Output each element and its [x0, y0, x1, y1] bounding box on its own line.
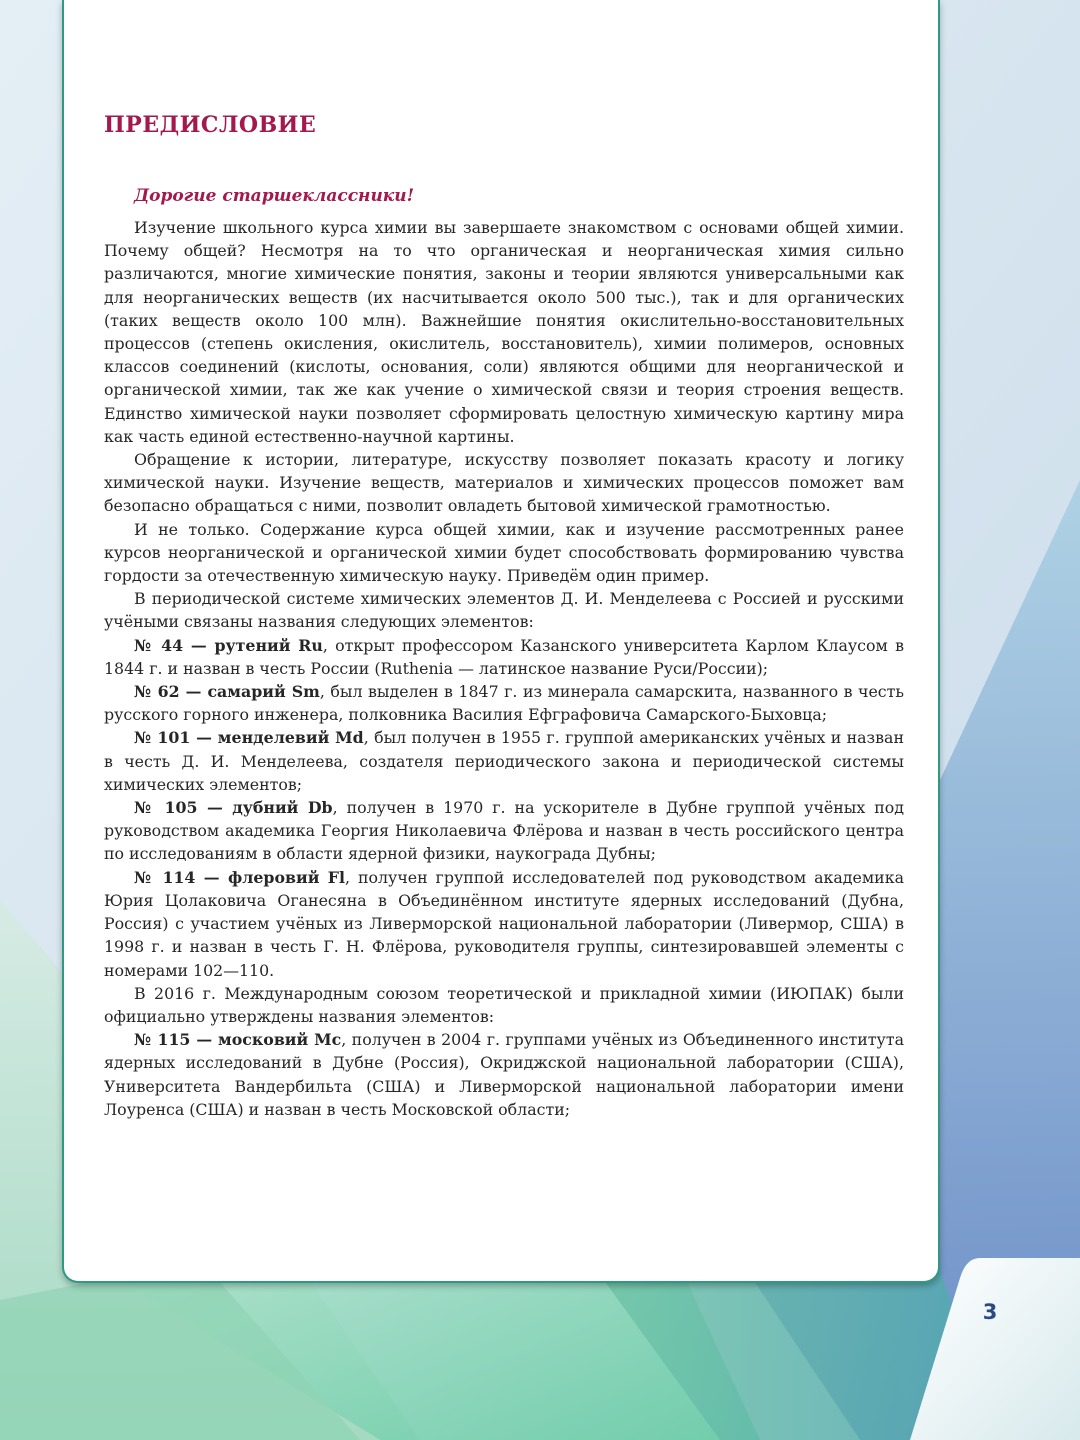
- paragraph: [104, 1028, 904, 1121]
- element-name: № 101 — менделевий Md: [134, 728, 364, 748]
- element-name: № 115 — московий Mc: [134, 1030, 342, 1050]
- element-name: № 105 — дубний Db: [134, 798, 333, 818]
- paragraph-text: , был получен в 1955 г. группой американских учёных и назван в честь Д. И. Менделеева, создателя периодического закона и периодической системы химических элементов;: [104, 728, 905, 794]
- paragraph: [104, 726, 904, 796]
- paragraph-text: И не только. Содержание курса общей химии, как и изучение рассмотренных ранее курсов неорганической и органической химии будет способствовать формированию чувства гордости за отечественную химическую науку. Приведём один пример.: [104, 519, 904, 586]
- paragraph-text: В периодической системе химических элементов Д. И. Менделеева с Россией и русскими учёными связаны названия следующих элементов:: [104, 589, 904, 632]
- element-name: № 62 — самарий Sm: [134, 682, 320, 702]
- paragraph-text: В 2016 г. Международным союзом теоретической и прикладной химии (ИЮПАК) были официально утверждены названия элементов:: [104, 983, 904, 1026]
- paragraph: [104, 587, 904, 633]
- paragraph: [104, 216, 904, 448]
- paragraph: [104, 796, 904, 866]
- page-content: [104, 112, 904, 1121]
- paragraph: [104, 634, 904, 680]
- paragraph: [104, 680, 904, 726]
- paragraph-text: Обращение к истории, литературе, искусству позволяет показать красоту и логику химической науки. Изучение веществ, материалов и химических процессов поможет вам безопасно обращаться с ними, позволит овладеть бытовой химической грамотностью.: [104, 450, 904, 516]
- paragraph-text: , получен в 2004 г. группами учёных из Объединенного института ядерных исследований в Дубне (Россия), Окриджской национальной лаборатории (США), Университета Вандербильта (США) и Ливерморской национальной лаборатории имени Лоуренса (США) и назван в честь Московской области;: [104, 1030, 904, 1119]
- element-name: № 114 — флеровий Fl: [134, 867, 346, 887]
- paragraph-text: , получен в 1970 г. на ускорителе в Дубне группой учёных под руководством академика Георгия Николаевича Флёрова и назван в честь российского центра по исследованиям в области ядерной физики, наукограда Дубны;: [104, 798, 904, 864]
- paragraph-text: Изучение школьного курса химии вы завершаете знакомством с основами общей химии. Почему общей? Несмотря на то что органическая и неорганическая химия сильно различаются, многие химические понятия, законы и теории являются универсальными как для неорганических веществ (их насчитывается около 500 тыс.), так и для органических (таких веществ около 100 млн). Важнейшие понятия окислительно-восстановительных процессов (степень окисления, окислитель, восстановитель), химии полимеров, основных классов соединений (кислоты, основания, соли) являются общими для неорганической и органической химии, так же как учение о химической связи и теория строения веществ. Единство химической науки позволяет сформировать целостную химическую картину мира как часть единой естественно-научной картины.: [104, 218, 904, 446]
- page-number: 3: [982, 1300, 998, 1324]
- paragraph-text: , открыт профессором Казанского университета Карлом Клаусом в 1844 г. и назван в честь России (Ruthenia — латинское название Руси/России);: [104, 635, 904, 678]
- page-heading: ПРЕДИСЛОВИЕ: [104, 112, 317, 138]
- paragraph: [104, 518, 904, 588]
- paragraph: [104, 982, 904, 1028]
- paragraph: [104, 866, 904, 982]
- element-name: № 44 — рутений Ru: [134, 635, 323, 655]
- body-text: [104, 216, 904, 1121]
- paragraph-text: , был выделен в 1847 г. из минерала самарскита, названного в честь русского горного инженера, полковника Василия Ефграфовича Самарского-Быховца;: [104, 682, 904, 725]
- page-tab: [910, 1258, 1080, 1440]
- page-card: [62, 0, 940, 1283]
- paragraph-text: , получен группой исследователей под руководством академика Юрия Цолаковича Оганесяна в Объединённом институте ядерных исследований (Дубна, Россия) с участием учёных из Ливерморской национальной лаборатории (Ливермор, США) в 1998 г. и назван в честь Г. Н. Флёрова, руководителя группы, синтезировавшей элементы с номерами 102—110.: [104, 867, 904, 980]
- greeting: Дорогие старшеклассники!: [134, 186, 415, 206]
- paragraph: [104, 448, 904, 518]
